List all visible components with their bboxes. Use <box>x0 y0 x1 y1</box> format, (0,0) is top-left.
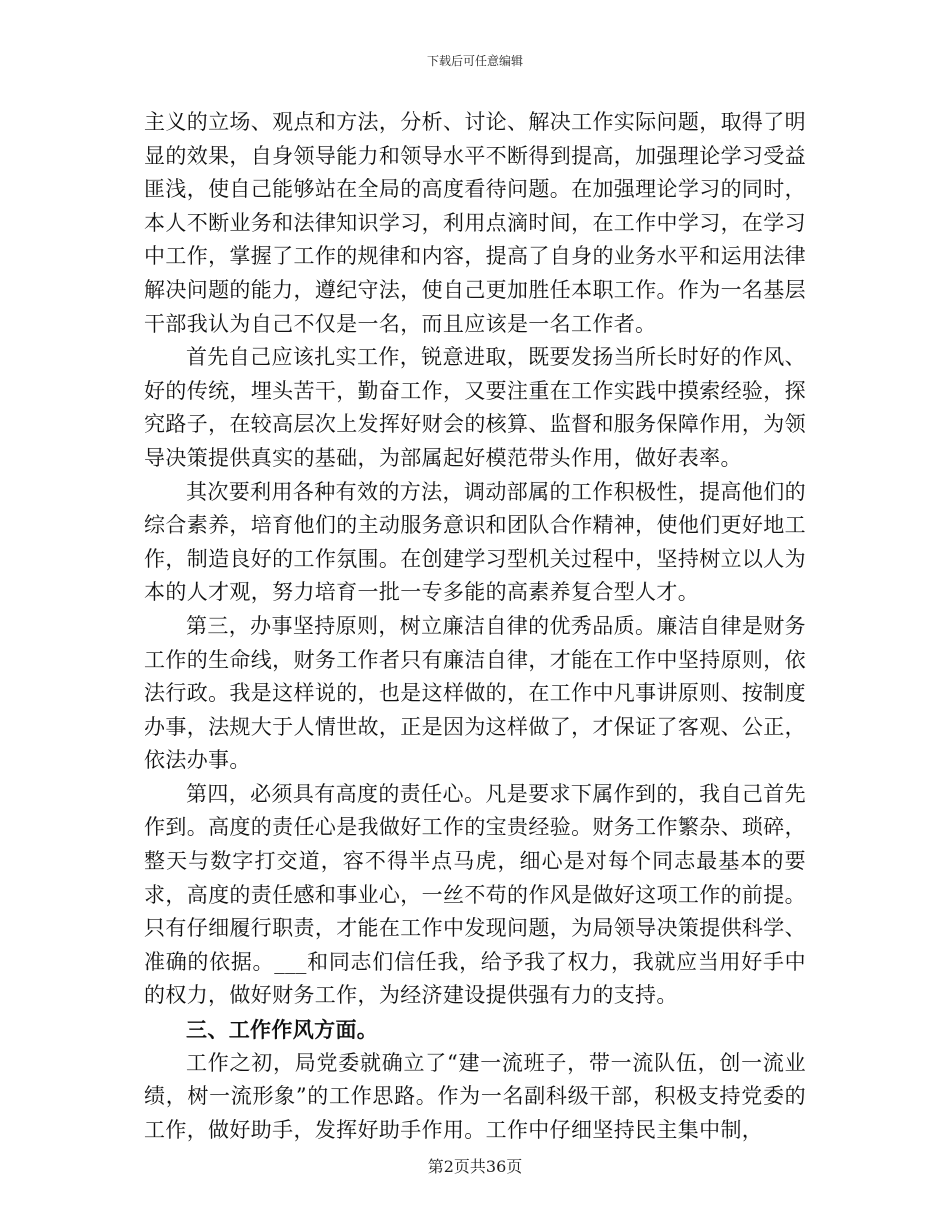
page-number: 第2页共36页 <box>427 1157 523 1176</box>
paragraph-fourth: 第四，必须具有高度的责任心。凡是要求下属作到的，我自己首先作到。高度的责任心是我做好工作的宝贵经验。财务工作繁杂、琐碎，整天与数字打交道，容不得半点马虎，细心是对每个同志最基本的要求，高度的责任感和事业心，一丝不苟的作风是做好这项工作的前提。只有仔细履行职责，才能在工作中发现问题，为局领导决策提供科学、准确的依据。___和同志们信任我，给予我了权力，我就应当用好手中的权力，做好财务工作，为经济建设提供强有力的支持。 <box>144 781 806 1008</box>
paragraph-first: 首先自己应该扎实工作，锐意进取，既要发扬当所长时好的作风、好的传统，埋头苦干，勤奋工作，又要注重在工作实践中摸索经验，探究路子，在较高层次上发挥好财会的核算、监督和服务保障作用，为领导决策提供真实的基础，为部属起好模范带头作用，做好表率。 <box>144 345 806 470</box>
paragraph-continuation: 主义的立场、观点和方法，分析、讨论、解决工作实际问题，取得了明显的效果，自身领导能力和领导水平不断得到提高，加强理论学习受益匪浅，使自己能够站在全局的高度看待问题。在加强理论学习的同时，本人不断业务和法律知识学习，利用点滴时间，在工作中学习，在学习中工作，掌握了工作的规律和内容，提高了自身的业务水平和运用法律解决问题的能力，遵纪守法，使自己更加胜任本职工作。作为一名基层干部我认为自己不仅是一名，而且应该是一名工作者。 <box>144 110 806 336</box>
paragraph-work-style: 工作之初，局党委就确立了“建一流班子，带一流队伍，创一流业绩，树一流形象”的工作思路。作为一名副科级干部，积极支持党委的工作，做好助手，发挥好助手作用。工作中仔细坚持民主集中制， <box>144 1050 806 1142</box>
document-body <box>144 106 806 1147</box>
paragraph-third: 第三，办事坚持原则，树立廉洁自律的优秀品质。廉洁自律是财务工作的生命线，财务工作者只有廉洁自律，才能在工作中坚持原则，依法行政。我是这样说的，也是这样做的，在工作中凡事讲原则、按制度办事，法规大于人情世故，正是因为这样做了，才保证了客观、公正，依法办事。 <box>144 613 806 773</box>
section-heading: 三、工作作风方面。 <box>186 1017 379 1043</box>
paragraph-second: 其次要利用各种有效的方法，调动部属的工作积极性，提高他们的综合素养，培育他们的主动服务意识和团队合作精神，使他们更好地工作，制造良好的工作氛围。在创建学习型机关过程中，坚持树立以人为本的人才观，努力培育一批一专多能的高素养复合型人才。 <box>144 479 806 605</box>
page-header: 下载后可任意编辑 <box>426 54 523 68</box>
